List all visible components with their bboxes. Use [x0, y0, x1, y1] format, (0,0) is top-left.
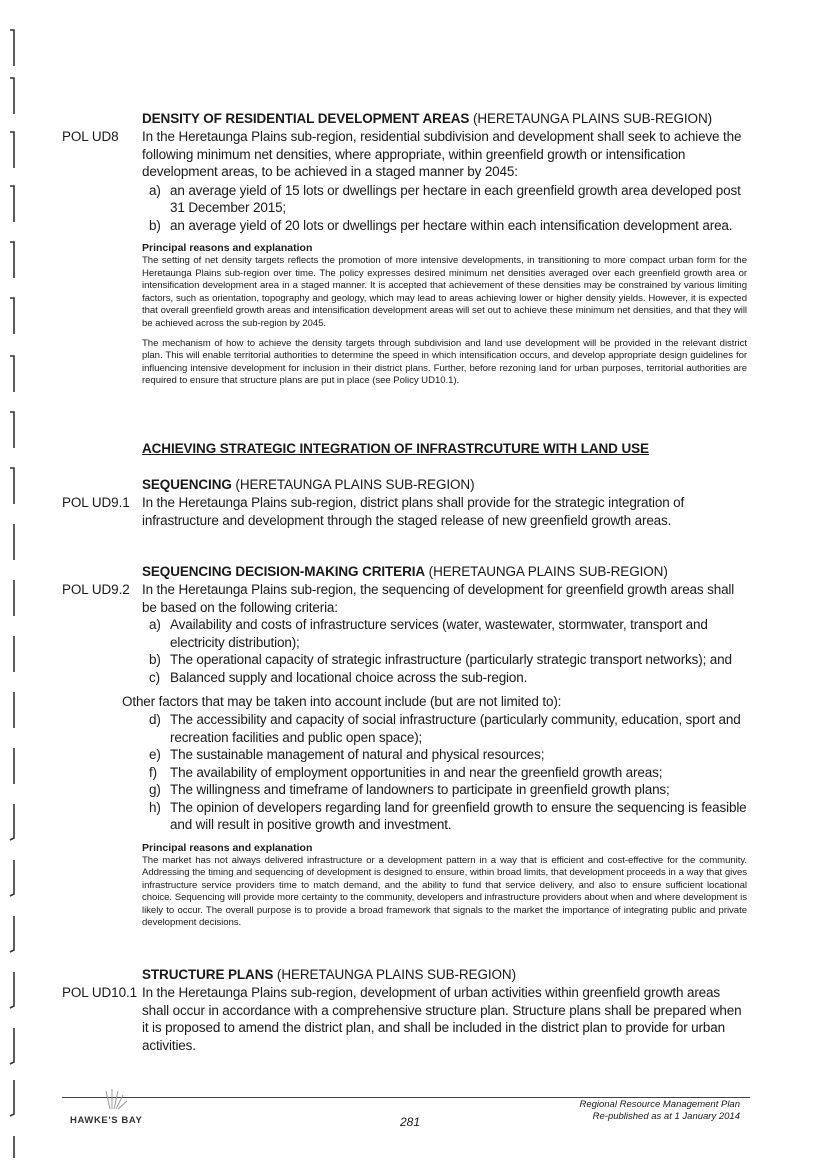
- published-date: Re-published as at 1 January 2014: [592, 1110, 740, 1122]
- footer-publication: [520, 1099, 740, 1122]
- policy-body: In the Heretaunga Plains sub-region, residential subdivision and development shall seek to achieve the following minimum net densities, where appropriate, within greenfield growth or intensification development areas, to be achieved in a staged manner by 2045:: [142, 129, 742, 179]
- policy-subregion: (HERETAUNGA PLAINS SUB-REGION): [472, 111, 712, 126]
- policy-code: POL UD10.1: [62, 985, 138, 1000]
- policy-title: SEQUENCING DECISION-MAKING CRITERIA: [142, 564, 426, 579]
- policy-code: POL UD9.2: [62, 582, 130, 597]
- binder-mark: [8, 746, 18, 786]
- list-item: a) an average yield of 15 lots or dwellings per hectare in each greenfield growth area developed post 31 December 2015;: [149, 182, 741, 215]
- reasons-title: Principal reasons and explanation: [142, 841, 313, 854]
- policy-subregion: (HERETAUNGA PLAINS SUB-REGION): [276, 967, 516, 982]
- policy-code: POL UD8: [62, 129, 119, 144]
- section-heading: ACHIEVING STRATEGIC INTEGRATION OF INFRASTRCUTURE WITH LAND USE: [142, 441, 649, 456]
- binder-mark: [8, 240, 18, 280]
- binder-mark: [8, 1134, 18, 1174]
- binder-mark: [8, 184, 18, 224]
- policy-body: In the Heretaunga Plains sub-region, the sequencing of development for greenfield growth areas shall be based on the following criteria:: [142, 582, 735, 615]
- policy-body: In the Heretaunga Plains sub-region, development of urban activities within greenfield growth areas shall occur in accordance with a comprehensive structure plan. Structure plans shall be prepared when it is proposed to amend the district plan, and shall be included in the district plan to provide for urban activities.: [142, 985, 742, 1053]
- policy-heading: [142, 563, 747, 581]
- logo-sunburst-icon: [96, 1085, 136, 1111]
- logo-text: HAWKE'S BAY: [70, 1115, 143, 1126]
- list-item: a) Availability and costs of infrastructure services (water, wastewater, stormwater, transport and electricity distribution);: [149, 617, 708, 650]
- binder-mark: [8, 858, 18, 898]
- policy-criteria-list: [142, 616, 747, 686]
- policy-code: POL UD9.1: [62, 495, 130, 510]
- policy-title: STRUCTURE PLANS: [142, 967, 274, 982]
- binder-mark: [8, 466, 18, 506]
- list-item: h) The opinion of developers regarding land for greenfield growth to ensure the sequencing is feasible and will result in positive growth and investment.: [149, 799, 747, 832]
- binder-mark: [8, 578, 18, 618]
- binder-mark: [8, 914, 18, 954]
- binder-mark: [8, 970, 18, 1010]
- list-item: b) The operational capacity of strategic infrastructure (particularly strategic transport networks); and: [149, 652, 732, 667]
- policy-title: SEQUENCING: [142, 477, 232, 492]
- policy-heading: [142, 966, 747, 984]
- policy-title: DENSITY OF RESIDENTIAL DEVELOPMENT AREAS: [142, 111, 470, 126]
- policy-subregion: (HERETAUNGA PLAINS SUB-REGION): [235, 477, 475, 492]
- policy-body: In the Heretaunga Plains sub-region, district plans shall provide for the strategic integration of infrastructure and development through the staged release of new greenfield growth areas.: [142, 495, 685, 528]
- binder-mark: [8, 690, 18, 730]
- other-factors-intro: Other factors that may be taken into account include (but are not limited to):: [122, 694, 562, 709]
- list-item: f) The availability of employment opportunities in and near the greenfield growth areas;: [149, 764, 663, 780]
- binder-mark: [8, 130, 18, 170]
- list-item: b) an average yield of 20 lots or dwellings per hectare within each intensification development area.: [149, 217, 733, 233]
- reasons-paragraph: The setting of net density targets reflects the promotion of more intensive developments, in transitioning to more compact urban form for the Heretaunga Plains sub-region over time. The policy expresses desired minimum net densities averaged over each greenfield growth area or intensification development area in a staged manner. It is accepted that achievement of these densities may be constrained by various limiting factors, such as orientation, topography and geology, which may lead to areas achieving lower or higher density yields. However, it is expected that overall greenfield growth areas and intensification development areas will set out to achieve these minimum net densities, and that they will be achieved across the sub-region by 2045.: [142, 255, 747, 329]
- hawkes-bay-logo: [70, 1085, 170, 1131]
- list-item: c) Balanced supply and locational choice across the sub-region.: [149, 669, 528, 685]
- policy-heading: [142, 110, 747, 128]
- binder-mark: [8, 28, 18, 68]
- binder-mark: [8, 634, 18, 674]
- reasons-title: Principal reasons and explanation: [142, 242, 313, 254]
- binder-mark: [8, 296, 18, 336]
- policy-subregion: (HERETAUNGA PLAINS SUB-REGION): [428, 564, 668, 579]
- reasons-paragraph: The market has not always delivered infrastructure or a development pattern in a way that is efficient and cost-effective for the community. Addressing the timing and sequencing of development is designed to ensure, within broad limits, that development proceeds in a way that gives infrastructure service providers time to match demand, and the ability to fund that service delivery, and also to ensure sufficient locational choice. Sequencing will provide more certainty to the community, developers and infrastructure providers about when and where development is likely to occur. The overall purpose is to provide a broad framework that signals to the market the importance of integrating public and private development decisions.: [142, 854, 747, 929]
- other-factors-list: [142, 711, 747, 834]
- list-item: d) The accessibility and capacity of social infrastructure (particularly community, education, sport and recreation facilities and public open space);: [149, 712, 741, 745]
- plan-title: Regional Resource Management Plan: [579, 1099, 740, 1110]
- binder-mark: [8, 1078, 18, 1118]
- binder-mark: [8, 410, 18, 450]
- reasons-paragraph: The mechanism of how to achieve the density targets through subdivision and land use development will be provided in the relevant district plan. This will enable territorial authorities to determine the speed in which intensification occurs, and develop appropriate design guidelines for influencing intensive development for inclusion in their district plans. Further, before rezoning land for urban purposes, territorial authorities are required to ensure that structure plans are put in place (see Policy UD10.1).: [142, 337, 747, 387]
- policy-heading: [142, 476, 747, 494]
- binder-mark: [8, 76, 18, 116]
- list-item: e) The sustainable management of natural and physical resources;: [149, 747, 545, 762]
- binder-mark: [8, 522, 18, 562]
- binder-mark: [8, 802, 18, 842]
- binder-mark: [8, 354, 18, 394]
- page-number: 281: [399, 1115, 421, 1129]
- policy-criteria-list: [142, 182, 747, 235]
- binder-mark: [8, 1026, 18, 1066]
- list-item: g) The willingness and timeframe of landowners to participate in greenfield growth plans;: [149, 782, 670, 797]
- other-factors: [142, 711, 747, 930]
